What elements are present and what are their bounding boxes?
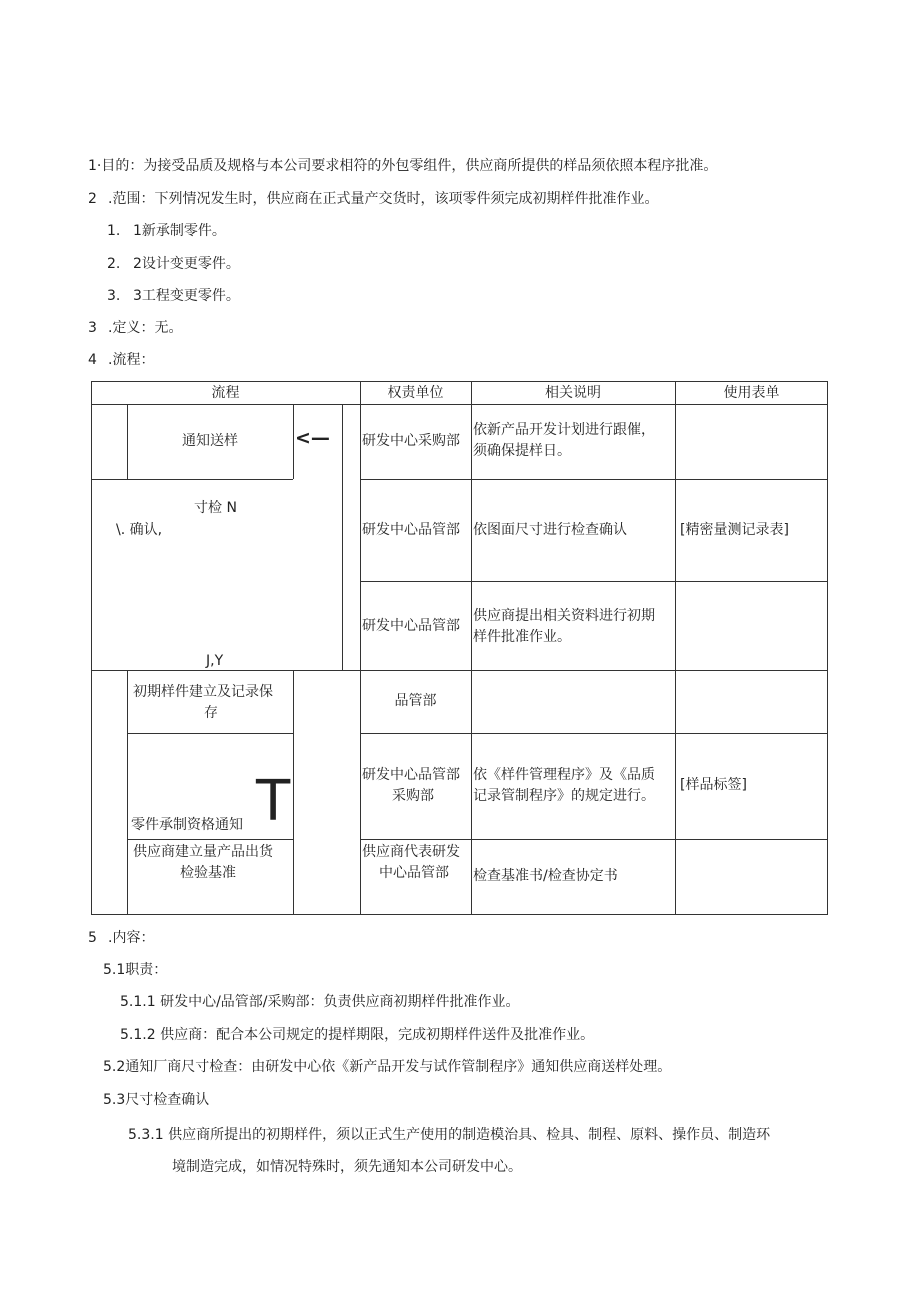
description-cell: 记录管制程序》的规定进行。: [473, 788, 655, 804]
content-text: 供应商：配合本公司规定的提样期限，完成初期样件送件及批准作业。: [160, 1027, 595, 1043]
flow-step-confirm: \. 确认,: [116, 522, 163, 538]
content-item: [128, 1125, 770, 1145]
description-cell: 供应商提出相关资料进行初期: [473, 608, 655, 624]
header-unit: 权责单位: [387, 385, 444, 401]
flow-step-supplier-cont: 检验基准: [180, 865, 236, 881]
flow-line: [127, 670, 128, 915]
row-divider: [360, 733, 828, 734]
section-text: .流程：: [108, 352, 155, 368]
list-text: 1新承制零件。: [133, 223, 226, 239]
unit-cell: 供应商代表研发: [362, 844, 460, 860]
flow-step-supplier: 供应商建立量产品出货: [133, 844, 273, 860]
flow-line: [91, 479, 293, 480]
content-number: 5.3: [103, 1092, 126, 1108]
flow-line: [293, 670, 294, 915]
list-item: [107, 221, 226, 241]
list-number: 1.: [107, 223, 121, 239]
list-item: [107, 254, 240, 274]
content-number: 5.1: [103, 962, 126, 978]
content-text: 尺寸检查确认: [125, 1092, 210, 1108]
content-text: 供应商所提出的初期样件，须以正式生产使用的制造模治具、检具、制程、原料、操作员、制造环: [168, 1127, 771, 1143]
section-1: [88, 156, 717, 176]
flow-label-yes: J,Y: [206, 653, 224, 669]
unit-cell: 品管部: [394, 693, 437, 709]
description-cell: 依新产品开发计划进行跟催，: [473, 422, 655, 438]
unit-cell: 研发中心品管部: [362, 767, 460, 783]
section-number: 2: [88, 191, 97, 207]
content-number: 5.3.1: [128, 1127, 164, 1143]
flow-line: [342, 404, 343, 670]
unit-cell: 研发中心品管部: [362, 618, 460, 634]
description-cell: 依图面尺寸进行检查确认: [473, 522, 627, 538]
content-text: 研发中心/品管部/采购部：负责供应商初期样件批准作业。: [160, 994, 520, 1010]
header-flow: 流程: [211, 385, 240, 401]
unit-cell: 采购部: [392, 788, 434, 804]
arrow-left-icon: <—: [295, 427, 330, 449]
list-number: 3.: [107, 288, 121, 304]
content-item: [103, 960, 167, 980]
section-number: 1·: [88, 158, 102, 174]
flow-step-record: 初期样件建立及记录保: [133, 684, 273, 700]
t-shape-icon: T: [256, 769, 291, 834]
list-text: 3工程变更零件。: [133, 288, 240, 304]
header-description: 相关说明: [545, 385, 601, 401]
row-divider: [360, 581, 828, 582]
description-cell: 检查基准书/检查协定书: [473, 868, 618, 884]
list-text: 2设计变更零件。: [133, 256, 240, 272]
content-number: 5.1.1: [120, 994, 156, 1010]
content-number: 5.2: [103, 1059, 126, 1075]
description-cell: 样件批准作业。: [473, 629, 571, 645]
section-5: [88, 928, 154, 948]
flow-step-qualify: 零件承制资格通知: [131, 817, 243, 833]
section-4: [88, 350, 154, 370]
flow-step-notify: 通知送样: [182, 433, 238, 449]
list-number: 2.: [107, 256, 121, 272]
section-number: 5: [88, 930, 97, 946]
flow-line: [127, 733, 293, 734]
column-divider: [360, 381, 361, 915]
column-divider: [675, 381, 676, 915]
content-item-cont: [172, 1157, 522, 1177]
flow-step-inspect: 寸检 N: [194, 500, 237, 516]
section-text: .定义：无。: [108, 320, 183, 336]
unit-cell: 中心品管部: [379, 865, 449, 881]
form-cell: [样品标签]: [680, 777, 747, 793]
list-item: [107, 286, 240, 306]
column-divider: [471, 381, 472, 915]
section-3: [88, 318, 182, 338]
section-text: .内容：: [108, 930, 155, 946]
content-text: 通知厂商尺寸检查：由研发中心依《新产品开发与试作管制程序》通知供应商送样处理。: [125, 1059, 672, 1075]
description-cell: 须确保提样日。: [473, 443, 571, 459]
content-item: [120, 1025, 594, 1045]
section-number: 4: [88, 352, 97, 368]
description-cell: 依《样件管理程序》及《品质: [473, 767, 655, 783]
header-form: 使用表单: [723, 385, 780, 401]
section-text: 目的：为接受品质及规格与本公司要求相符的外包零组件，供应商所提供的样品须依照本程序批准。: [101, 158, 718, 174]
section-text: .范围：下列情况发生时，供应商在正式量产交货时，该项零件须完成初期样件批准作业。: [108, 191, 659, 207]
content-item: [103, 1090, 209, 1110]
row-divider: [360, 479, 828, 480]
flow-line: [293, 404, 294, 479]
flow-step-record-cont: 存: [204, 705, 218, 721]
content-text: 境制造完成，如情况特殊时，须先通知本公司研发中心。: [172, 1159, 522, 1175]
form-cell: [精密量测记录表]: [680, 522, 789, 538]
content-text: 职责：: [125, 962, 168, 978]
header-divider: [91, 404, 828, 405]
flow-line: [127, 839, 293, 840]
content-number: 5.1.2: [120, 1027, 156, 1043]
row-divider: [91, 670, 828, 671]
section-number: 3: [88, 320, 97, 336]
unit-cell: 研发中心采购部: [362, 433, 460, 449]
content-item: [120, 992, 520, 1012]
unit-cell: 研发中心品管部: [362, 522, 460, 538]
row-divider: [360, 839, 828, 840]
content-item: [103, 1057, 671, 1077]
section-2: [88, 189, 658, 209]
